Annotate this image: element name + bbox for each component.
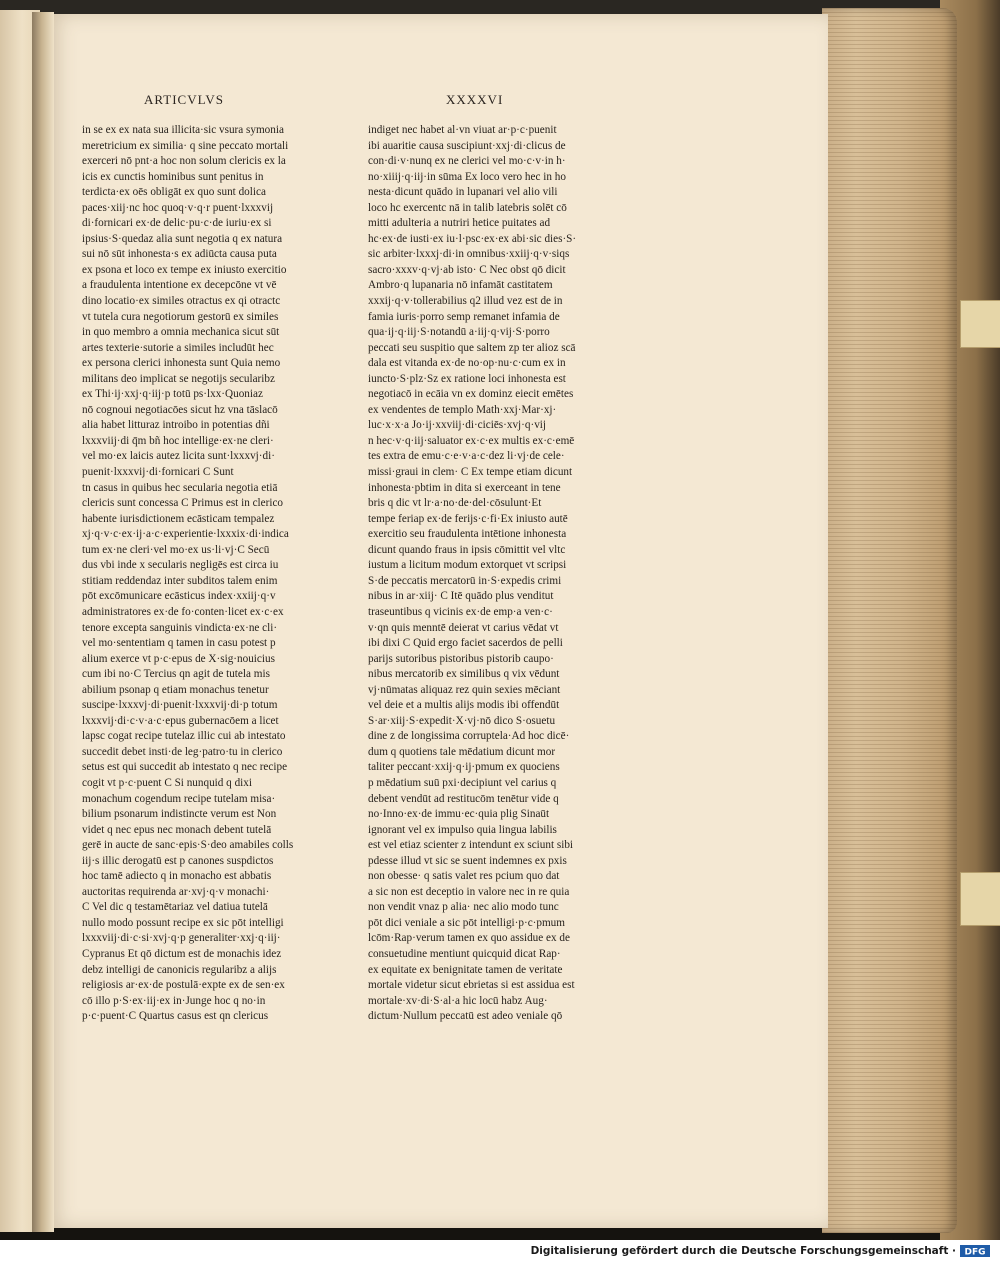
text-line: dicunt quando fraus in ipsis cōmittit vel vltc [368, 543, 566, 556]
footer-bar [0, 1240, 1000, 1262]
text-line: v·qn quis menntē deierat vt carius vēdat vt [368, 621, 559, 634]
text-line: debz intelligi de canonicis regularibz a alijs [82, 963, 277, 976]
text-line: dine z de longissima corruptela·Ad hoc dicē· [368, 730, 570, 743]
text-line: monachum cogendum recipe tutelam misa· [82, 792, 276, 805]
text-column-right [368, 123, 614, 1025]
text-line: sui nō sūt inhonesta·s ex adiūcta causa puta [82, 248, 277, 261]
text-line: traseuntibus q vicinis ex·de emp·a ven·c· [368, 605, 553, 618]
running-head-right: XXXXVI [446, 92, 504, 107]
text-line: nō cognoui negotiacōes sicut hz vna tāslacō [82, 403, 278, 416]
text-line: ex psona et loco ex tempe ex iniusto exercitio [82, 263, 287, 276]
text-line: nibus mercatorib ex similibus q vix vēdunt [368, 668, 560, 681]
text-line: con·di·v·nunq ex ne clerici vel mo·c·v·in h· [368, 155, 566, 168]
text-line: non obesse· q satis valet res pcium quo dat [368, 870, 560, 883]
text-line: mortale·xv·di·S·al·a hic locū habz Aug· [368, 994, 548, 1007]
text-line: pdesse illud vt sic se suent indemnes ex pxis [368, 854, 567, 867]
text-line: xj·q·v·c·ex·ij·a·c·experientie·lxxxix·di·indica [82, 528, 289, 541]
text-line: mitti adulteria a nutriri hetice puitates ad [368, 217, 551, 230]
text-line: paces·xiij·nc hoc quoq·v·q·r puent·lxxxvij [82, 201, 274, 214]
text-line: famia iuris·porro semp remanet infamia de [368, 310, 560, 323]
text-line: luc·x·x·a Jo·ij·xxviij·di·ciciēs·xvj·q·vij [368, 419, 547, 432]
text-line: meretricium ex similia· q sine peccato mortali [82, 139, 289, 152]
text-line: Cypranus Et qō dictum est de monachis idez [82, 947, 282, 960]
page-fore-edge [822, 8, 957, 1233]
text-line: est vel etiaz scienter z intendunt ex sciunt sibi [368, 839, 574, 852]
text-line: tes extra de emu·c·e·v·a·c·dez li·vj·de cele· [368, 450, 565, 463]
text-line: dum q quotiens tale mēdatium dicunt mor [368, 745, 556, 758]
text-line: lcōm·Rap·verum tamen ex quo assidue ex de [368, 932, 570, 945]
text-column-left [82, 123, 314, 1025]
text-line: S·de peccatis mercatorū in·S·expedis crimi [368, 574, 562, 587]
text-line: vt tutela cura negotiorum gestorū ex similes [82, 310, 279, 323]
text-line: a sic non est deceptio in valore nec in re quia [368, 885, 570, 898]
book-gutter [32, 12, 54, 1232]
text-line: p mēdatium suū pxi·decipiunt vel carius q [368, 776, 557, 789]
text-line: mortale videtur sicut ebrietas si est assidua est [368, 979, 575, 992]
footer-funding-text: Digitalisierung gefördert durch die Deutsche Forschungsgemeinschaft · [530, 1245, 956, 1257]
text-line: ex persona clerici inhonesta sunt Quia nemo [82, 357, 281, 370]
text-line: exercitio seu fraudulenta intētione inhonesta [368, 528, 567, 541]
text-line: ibi dixi C Quid ergo faciet sacerdos de pelli [368, 637, 563, 650]
text-line: no·xiiij·q·iij·in sūma Ex loco vero hec in ho [368, 170, 566, 183]
text-line: nullo modo possunt recipe ex sic pōt intelligi [82, 916, 284, 929]
text-line: debent vendūt ad restitucōm tenētur vide q [368, 792, 559, 805]
text-line: tenore excepta sanguinis vindicta·ex·ne cli· [82, 621, 278, 634]
text-line: consuetudine mentiunt quicquid dicat Rap· [368, 947, 561, 960]
text-line: ignorant vel ex impulso quia lingua labilis [368, 823, 557, 836]
text-line: ex equitate ex benignitate tamen de veritate [368, 963, 563, 976]
text-line: iij·s illic derogatū est p canones suspdictos [82, 854, 274, 867]
text-line: dino locatio·ex similes otractus ex qi otractc [82, 295, 281, 308]
text-line: missi·graui in clem· C Ex tempe etiam dicunt [368, 466, 573, 479]
text-line: icis ex cunctis hominibus sunt penitus in [82, 170, 264, 183]
text-line: gerē in aucte de sanc·epis·S·deo amabiles colls [82, 839, 294, 852]
text-line: vel mo·ex laicis autez licita sunt·lxxxvj·di· [82, 450, 275, 463]
text-line: ibi auaritie causa suscipiunt·xxj·di·clicus de [368, 139, 566, 152]
text-line: non vendit vnaz p alia· nec alio modo tunc [368, 901, 559, 914]
text-line: succedit debet insti·de leg·patro·tu in clerico [82, 745, 283, 758]
text-line: hc·ex·de iusti·ex iu·l·psc·ex·ex abi·sic dies·S· [368, 232, 577, 245]
text-line: suscipe·lxxxvj·di·puenit·lxxxvij·di·p totum [82, 699, 278, 712]
text-line: artes texterie·sutorie a similes includūt hec [82, 341, 274, 354]
text-line: ex Thi·ij·xxj·q·iij·p totū ps·lxx·Quoniaz [82, 388, 263, 401]
running-head-left: ARTICVLVS [144, 92, 224, 107]
text-line: administratores ex·de fo·conten·licet ex·c·ex [82, 605, 284, 618]
text-line: stitiam reddendaz inter subditos talem enim [82, 574, 278, 587]
text-line: in quo membro a omnia mechanica sicut sūt [82, 326, 280, 339]
text-line: sacro·xxxv·q·vj·ab isto· C Nec obst qō dicit [368, 263, 566, 276]
text-line: tum ex·ne cleri·vel mo·ex us·li·vj·C Secū [82, 543, 270, 556]
text-line: lapsc cogat recipe tutelaz illic cui ab intestato [82, 730, 286, 743]
text-line: pōt excōmunicare ecāsticus index·xxiij·q·v [82, 590, 276, 603]
text-line: exerceri nō pnt·a hoc non solum clericis ex la [82, 155, 286, 168]
text-line: sic arbiter·lxxxj·di·in omnibus·xxiij·q·v·siqs [368, 248, 570, 261]
text-line: puenit·lxxxvij·di·fornicari C Sunt [82, 466, 234, 479]
text-line: xxxij·q·v·tollerabilius q2 illud vez est de in [368, 295, 563, 308]
text-line: a fraudulenta intentione ex decepcōne vt vē [82, 279, 277, 292]
text-line: iustum a licitum modum extorquet vt scripsi [368, 559, 567, 572]
text-line: taliter peccant·xxij·q·ij·pmum ex quociens [368, 761, 560, 774]
text-line: qua·ij·q·iij·S·notandū a·iij·q·vij·S·porro [368, 326, 550, 339]
text-line: dus vbi inde x secularis negligēs est circa iu [82, 559, 279, 572]
dfg-logo-icon [960, 1245, 990, 1257]
text-line: religiosis ar·ex·de postulā·expte ex de sen·ex [82, 979, 285, 992]
text-line: nesta·dicunt quādo in lupanari vel alio vili [368, 186, 558, 199]
text-line: indiget nec habet al·vn viuat ar·p·c·puenit [368, 124, 557, 136]
text-line: videt q nec epus nec monach debent tutelā [82, 823, 272, 836]
text-line: dala est vitanda ex·de no·op·nu·c·cum ex in [368, 357, 566, 370]
text-line: iuncto·S·plz·Sz ex ratione loci inhonesta est [368, 372, 566, 385]
text-line: ex vendentes de templo Math·xxj·Mar·xj· [368, 403, 557, 416]
text-line: auctoritas requirenda ar·xvj·q·v monachi· [82, 885, 270, 898]
text-line: militans deo implicat se negotijs secularibz [82, 372, 275, 385]
text-line: parijs sutoribus pistoribus pistorib caupo· [368, 652, 554, 665]
text-line: peccati seu suspitio que saltem zp ter alioz scā [368, 341, 576, 354]
text-line: lxxxviij·di·c·si·xvj·q·p generaliter·xxj·q·iij· [82, 932, 281, 945]
text-line: no·Inno·ex·de immu·ec·quia plig Sinaūt [368, 808, 550, 821]
text-line: p·c·puent·C Quartus casus est qn clericus [82, 1010, 269, 1023]
text-line: bilium psonarum indistincte verum est Non [82, 808, 277, 821]
text-line: alium exerce vt p·c·epus de X·sig·nouicius [82, 652, 275, 665]
dfg-logo-text: DFG [964, 1247, 986, 1257]
text-line: bris q dic vt lr·a·no·de·del·cōsulunt·Et [368, 497, 542, 510]
text-line: di·fornicari ex·de delic·pu·c·de iuriu·ex si [82, 217, 272, 230]
text-line: vel deie et a multis alijs modis ibi offendūt [368, 699, 560, 712]
text-line: cō illo p·S·ex·iij·ex in·Junge hoc q no·in [82, 994, 266, 1007]
text-line: C Vel dic q testamētariaz vel datiua tutelā [82, 901, 268, 914]
text-line: n hec·v·q·iij·saluator ex·c·ex multis ex·c·emē [368, 434, 575, 447]
bookmark-tab [960, 300, 1000, 348]
text-line: clericis sunt concessa C Primus est in clerico [82, 497, 284, 510]
text-line: lxxxviij·di q̄m bñ hoc intellige·ex·ne cleri· [82, 434, 274, 447]
text-line: setus est qui succedit ab intestato q nec recipe [82, 761, 288, 774]
text-line: cogit vt p·c·puent C Si nunquid q dixi [82, 776, 252, 789]
text-line: loco hc exercentc nā in talib latebris solēt cō [368, 201, 567, 214]
text-line: vel mo·sententiam q tamen in casu potest p [82, 637, 276, 650]
text-line: ipsius·S·quedaz alia sunt negotia q ex natura [82, 232, 283, 245]
text-line: dictum·Nullum peccatū est adeo veniale qō [368, 1010, 563, 1023]
text-line: abilium psonap q etiam monachus tenetur [82, 683, 269, 696]
text-line: cum ibi no·C Tercius qn agit de tutela mis [82, 668, 270, 681]
text-line: lxxxvij·di·c·v·a·c·epus gubernacōem a licet [82, 714, 279, 727]
text-line: nibus in ar·xiij· C Itē quādo plus venditut [368, 590, 554, 603]
text-line: habente iurisdictionem ecāsticam tempalez [82, 512, 275, 525]
text-line: inhonesta·pbtim in dita si exerceant in tene [368, 481, 561, 494]
text-line: pōt dici veniale a sic pōt intelligi·p·c·pmum [368, 916, 565, 929]
text-line: tempe feriap ex·de ferijs·c·fi·Ex iniusto autē [368, 512, 568, 525]
text-line: negotiacō in ecāia vn ex dominz eiecit emētes [368, 388, 574, 401]
bookmark-tab [960, 872, 1000, 926]
text-line: Ambro·q lupanaria nō infamāt castitatem [368, 279, 553, 292]
text-line: in se ex ex nata sua illicita·sic vsura symonia [82, 124, 284, 136]
text-line: terdicta·ex oēs obligāt ex quo sunt dolica [82, 186, 266, 199]
text-line: vj·nūmatas aliquaz rez quin sexies mēciant [368, 683, 561, 696]
text-line: alia habet litturaz introibo in potentias dñi [82, 419, 270, 432]
text-line: hoc tamē adiecto q in monacho est abbatis [82, 870, 272, 883]
text-line: tn casus in quibus hec secularia negotia etiā [82, 481, 278, 494]
text-line: S·ar·xiij·S·expedit·X·vj·nō dico S·osuetu [368, 714, 556, 727]
